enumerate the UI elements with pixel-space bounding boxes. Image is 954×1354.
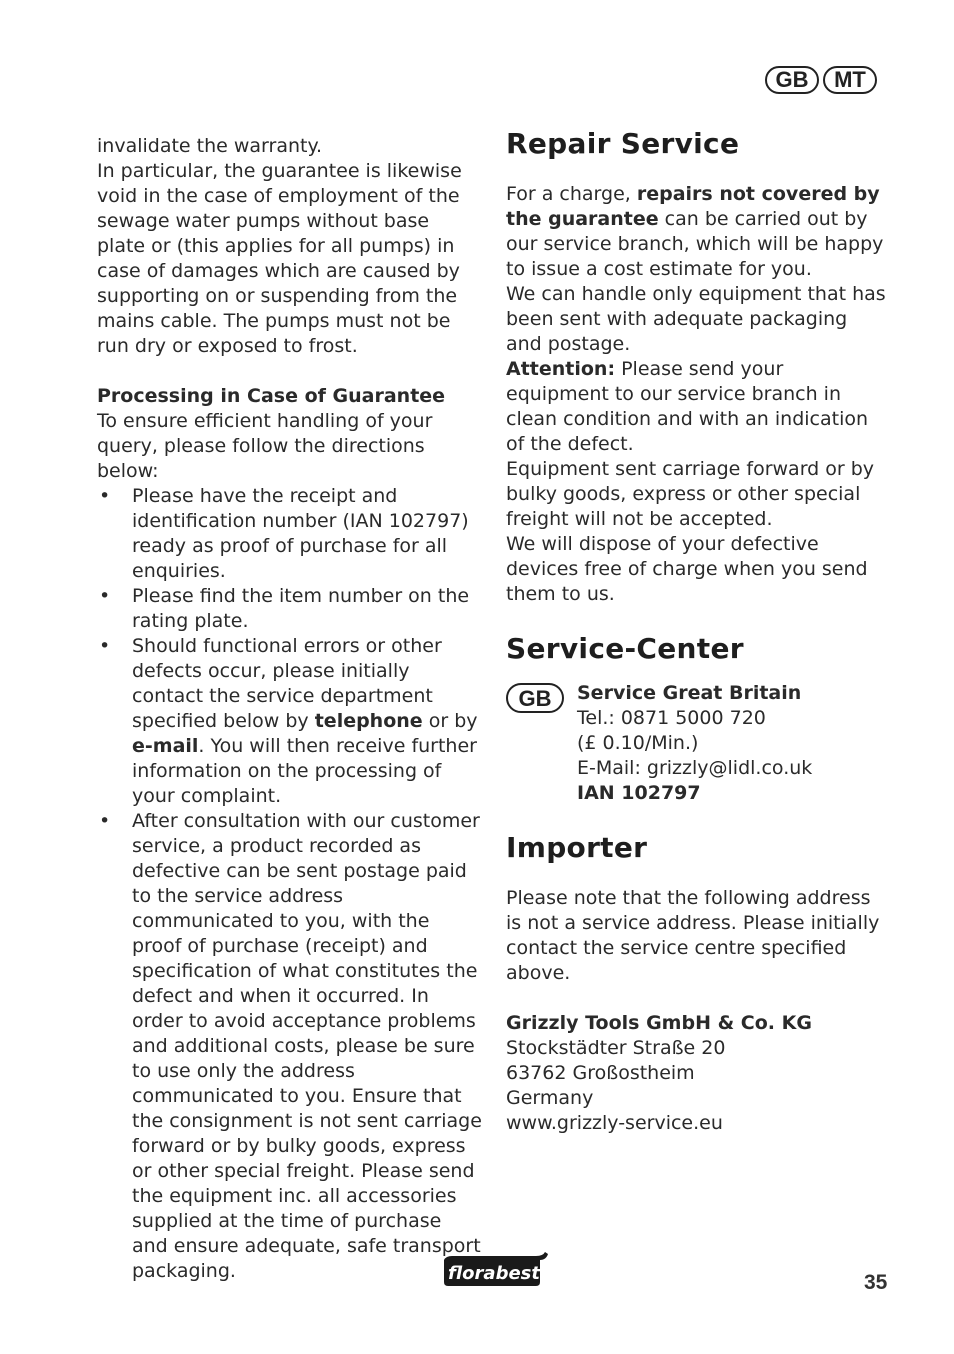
attention-paragraph <box>506 357 886 457</box>
importer-company: Grizzly Tools GmbH & Co. KG <box>506 1012 812 1034</box>
packaging-paragraph: We can handle only equipment that has been sent with adequate packaging and postage. <box>506 283 886 355</box>
importer-website: www.grizzly-service.eu <box>506 1112 723 1134</box>
service-telephone: Tel.: 0871 5000 720 <box>577 707 766 729</box>
language-badge-mt: MT <box>823 66 877 94</box>
service-email: E-Mail: grizzly@lidl.co.uk <box>577 757 813 779</box>
importer-street: Stockstädter Straße 20 <box>506 1037 726 1059</box>
list-item-text: Should functional errors or other defects occur, please initially contact the service department specified below by <box>132 635 442 732</box>
service-contact-block <box>506 681 886 806</box>
service-rate: (£ 0.10/Min.) <box>577 732 699 754</box>
attention-label: Attention: <box>506 358 616 380</box>
service-ian: IAN 102797 <box>577 782 701 804</box>
importer-heading: Importer <box>506 831 648 864</box>
list-item-text: . You will then receive further information on the processing of your complaint. <box>132 735 477 807</box>
freight-paragraph: Equipment sent carriage forward or by bulky goods, express or other special freight will not be accepted. <box>506 458 875 530</box>
importer-country: Germany <box>506 1087 594 1109</box>
list-item: • Please find the item number on the rating plate. <box>97 584 482 634</box>
list-item-text: or by <box>422 710 478 732</box>
service-contact-details <box>577 681 812 806</box>
guarantee-steps-list <box>97 484 482 1284</box>
telephone-emphasis: telephone <box>314 710 423 732</box>
email-emphasis: e-mail <box>132 735 199 757</box>
repair-service-heading: Repair Service <box>506 127 740 160</box>
processing-heading: Processing in Case of Guarantee <box>97 385 446 407</box>
country-badge-gb: GB <box>506 683 564 713</box>
importer-city: 63762 Großostheim <box>506 1062 695 1084</box>
service-name: Service Great Britain <box>577 682 802 704</box>
importer-note: Please note that the following address is not a service address. Please initially contact the service centre specified above. <box>506 887 880 984</box>
repair-text: For a charge, <box>506 183 637 205</box>
page-number: 35 <box>864 1271 888 1294</box>
intro-line: invalidate the warranty. <box>97 135 323 157</box>
list-item: • Please have the receipt and identification number (IAN 102797) ready as proof of purchase for all enquiries. <box>97 484 482 584</box>
repair-emphasis: repairs not covered by the guarantee <box>506 183 880 230</box>
list-item: • After consultation with our customer service, a product recorded as defective can be sent postage paid to the service address communicated to you, with the proof of purchase (receipt) and specification of what constitutes the defect and when it occurred. In order to avoid acceptance problems and additional costs, please be sure to use only the address communicated to you. Ensure that the consignment is not sent carriage forward or by bulky goods, express or other special freight. Please send the equipment inc. all accessories supplied at the time of purchase and ensure adequate, safe transport packaging. <box>97 809 482 1284</box>
left-column <box>97 134 482 1284</box>
disposal-paragraph: We will dispose of your defective devices free of charge when you send them to us. <box>506 533 868 605</box>
attention-text: Please send your equipment to our service branch in clean condition and with an indication of the defect. <box>506 358 869 455</box>
language-badge-gb: GB <box>765 66 819 94</box>
right-column <box>506 126 886 1136</box>
list-item <box>97 634 482 809</box>
logo-text: florabest <box>448 1263 540 1284</box>
repair-paragraph <box>506 182 886 282</box>
processing-intro: To ensure efficient handling of your query, please follow the directions below: <box>97 410 433 482</box>
intro-paragraph: In particular, the guarantee is likewise void in the case of employment of the sewage water pumps without base plate or (this applies for all pumps) in case of damages which are caused by supporting on or suspending from the mains cable. The pumps must not be run dry or exposed to frost. <box>97 160 462 357</box>
repair-text: can be carried out by our service branch, which will be happy to issue a cost estimate for you. <box>506 208 884 280</box>
language-badges <box>765 66 877 94</box>
florabest-logo <box>440 1252 550 1288</box>
service-center-heading: Service-Center <box>506 632 744 665</box>
